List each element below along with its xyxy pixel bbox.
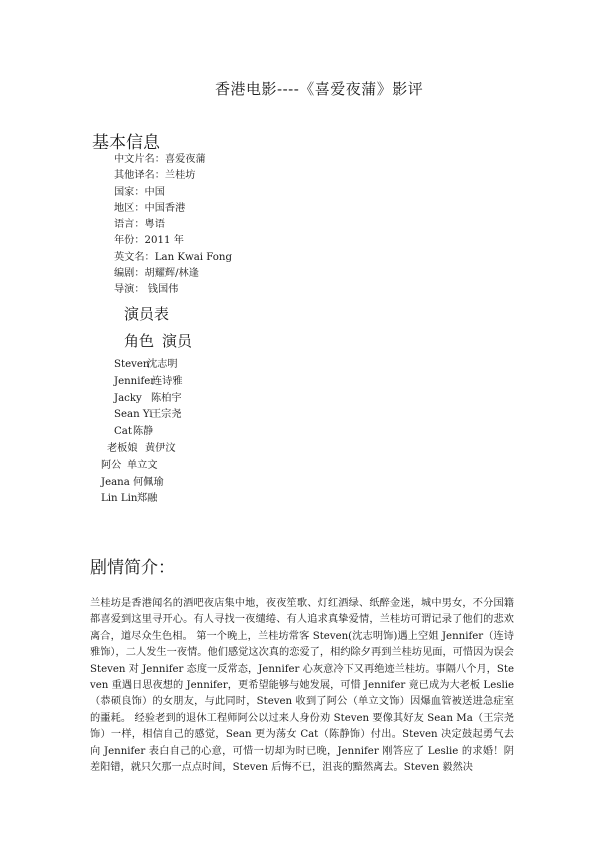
cast-row	[0, 441, 600, 458]
cast-actor: 陈柏宇	[151, 392, 182, 404]
basic-info-list	[114, 152, 232, 299]
cast-role: Jeana	[101, 476, 130, 488]
plot-heading: 剧情简介：	[90, 558, 175, 578]
cast-role: Lin Lin	[101, 493, 138, 505]
cast-actor: 何佩瑜	[133, 476, 164, 488]
roles-heading-actor: 演员	[162, 332, 193, 350]
cast-row	[0, 491, 600, 508]
cast-role: Jacky	[114, 392, 142, 404]
cast-row	[0, 391, 600, 408]
cast-row	[0, 374, 600, 391]
info-year: 年份：2011 年	[114, 235, 184, 247]
cast-role: Sean Yi	[114, 409, 153, 421]
info-country: 国家：中国	[114, 186, 165, 198]
cast-role: 老板娘	[107, 442, 138, 454]
info-region: 地区：中国香港	[114, 202, 186, 214]
cast-actor: 王宗尧	[151, 409, 182, 421]
cast-role: Jennifer	[114, 375, 156, 387]
cast-actor: 郑融	[137, 493, 158, 505]
info-writers: 编剧：胡耀辉/林逢	[114, 268, 199, 280]
info-chinese-title: 中文片名：喜爱夜蒲	[114, 154, 206, 165]
page-title: 香港电影----《喜爱夜蒲》影评	[215, 80, 424, 98]
cast-row	[0, 424, 600, 441]
info-language: 语言：粤语	[114, 219, 165, 231]
cast-role: Cat	[114, 426, 132, 438]
cast-row	[0, 357, 600, 374]
info-other-title: 其他译名：兰桂坊	[114, 170, 196, 182]
plot-paragraph: 兰桂坊是香港闻名的酒吧夜店集中地，夜夜笙歌、灯红酒绿、纸醉金迷，城中男女，不分国籍都喜爱到这里寻开心。有人寻找一夜缱绻、有人追求真挚爱情，兰桂坊可谓记录了他们的悲欢离合，道尽众生色相。 第一个晚上，兰桂坊常客 Steven(沈志明饰)遇上空姐 Jennifer（连诗雅饰），二人发生一夜情。他们感觉这次真的恋爱了，相约除夕再到兰桂坊见面，可惜因为误会 Steven 对 Jennifer 态度一反常态，Jennifer 心灰意冷下又再绝迹兰桂坊。事隔八个月，Steven 重遇日思夜想的 Jennifer，更希望能够与她发展，可惜 Jennifer 竟已成为大老板 Leslie（恭硕良饰）的女朋友，与此同时，Steven 收到了阿公（单立文饰）因爆血管被送进急症室的噩耗。 经验老到的退休工程师阿公以过来人身份劝 Steven 要像其好友 Sean Ma（王宗尧饰）一样，相信自己的感觉，Sean 更为荡女 Cat（陈静饰）付出。Steven 决定鼓起勇气去向 Jennifer 表白自己的心意，可惜一切却为时已晚，Jennifer 刚答应了 Leslie 的求婚！阴差阳错，就只欠那一点点时间，Steven 后悔不已，沮丧的黯然离去。Steven 毅然决	[90, 598, 514, 774]
roles-heading-role: 角色	[124, 332, 155, 350]
cast-actor: 连诗雅	[152, 375, 183, 387]
cast-actor: 黄伊汶	[145, 442, 176, 454]
cast-role: 阿公	[101, 459, 122, 471]
basic-info-heading: 基本信息	[92, 133, 160, 153]
cast-actor: 单立文	[127, 459, 158, 471]
info-english-title: 英文名：Lan Kwai Fong	[114, 251, 233, 263]
cast-row	[0, 475, 600, 492]
cast-actor: 陈静	[133, 426, 154, 438]
cast-heading: 演员表	[124, 305, 170, 323]
roles-heading	[124, 330, 192, 351]
cast-role: Steven	[114, 359, 150, 370]
cast-row	[0, 458, 600, 475]
cast-row	[0, 407, 600, 424]
cast-list	[0, 357, 600, 508]
cast-actor: 沈志明	[147, 359, 178, 370]
info-director: 导演： 钱国伟	[114, 284, 179, 296]
